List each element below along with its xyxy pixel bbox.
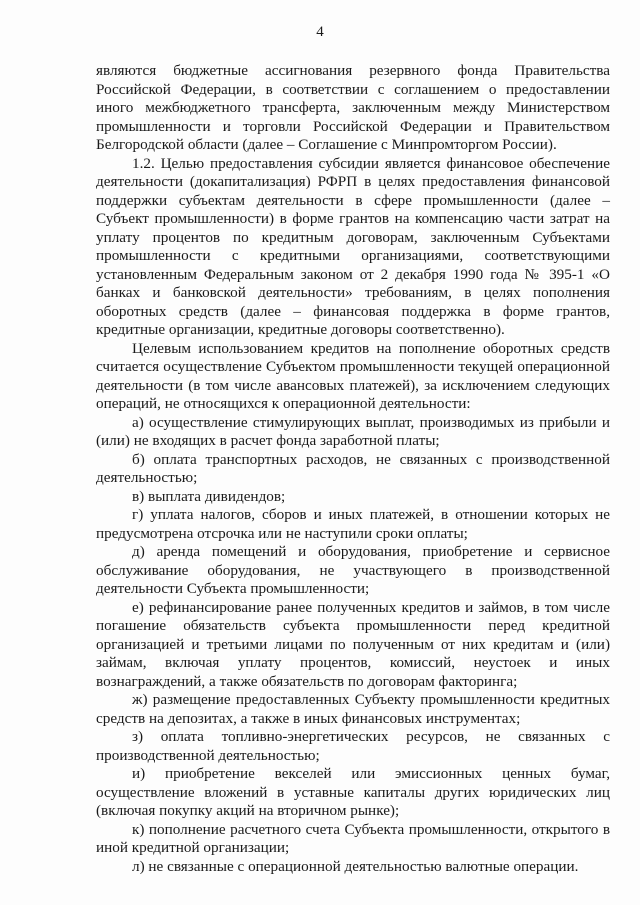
paragraph-target-use: Целевым использованием кредитов на пополнение оборотных средств считается осуществление Субъектом промышленности текущей операционной деятельности (в том числе авансовых платежей), за исключением следующих операций, не относящихся к операционной деятельности: bbox=[96, 339, 610, 412]
list-item-g: г) уплата налогов, сборов и иных платежей, в отношении которых не предусмотрена отсрочка или не наступили сроки оплаты; bbox=[96, 506, 610, 542]
document-body bbox=[96, 62, 610, 876]
list-item-i: и) приобретение векселей или эмиссионных ценных бумаг, осуществление вложений в уставные капиталы других юридических лиц (включая покупку акций на вторичном рынке); bbox=[96, 765, 610, 819]
page-number: 4 bbox=[316, 24, 324, 40]
list-item-l: л) не связанные с операционной деятельностью валютные операции. bbox=[132, 857, 579, 875]
list-item-zh: ж) размещение предоставленных Субъекту промышленности кредитных средств на депозитах, а также в иных финансовых инструментах; bbox=[96, 691, 610, 727]
list-item-a: а) осуществление стимулирующих выплат, производимых из прибыли и (или) не входящих в расчет фонда заработной платы; bbox=[96, 413, 610, 449]
list-item-v: в) выплата дивидендов; bbox=[132, 487, 286, 505]
list-item-b: б) оплата транспортных расходов, не связанных с производственной деятельностью; bbox=[96, 450, 610, 486]
paragraph-1-2-purpose: 1.2. Целью предоставления субсидии является финансовое обеспечение деятельности (докапитализация) РФРП в целях предоставления финансовой поддержки субъектам деятельности в сфере промышленности (далее – Субъект промышленности) в форме грантов на компенсацию части затрат на уплату процентов по кредитным договорам, заключенным Субъектами промышленности с кредитными организациями, соответствующими установленным Федеральным законом от 2 декабря 1990 года № 395-1 «О банках и банковской деятельности» требованиям, в целях пополнения оборотных средств (далее – финансовая поддержка в форме грантов, кредитные организации, кредитные договоры соответственно). bbox=[96, 154, 610, 338]
paragraph-intro-continuation: являются бюджетные ассигнования резервного фонда Правительства Российской Федерации, в соответствии с соглашением о предоставлении иного межбюджетного трансферта, заключенным между Министерством промышленности и торговли Российской Федерации и Правительством Белгородской области (далее – Соглашение с Минпромторгом России). bbox=[96, 62, 610, 153]
list-item-k: к) пополнение расчетного счета Субъекта промышленности, открытого в иной кредитной организации; bbox=[96, 820, 610, 856]
list-item-e: е) рефинансирование ранее полученных кредитов и займов, в том числе погашение обязательств субъекта промышленности перед кредитной организацией и третьими лицами по полученным от них кредитам и (или) займам, включая уплату процентов, комиссий, неустоек и иных вознаграждений, а также обязательств по договорам факторинга; bbox=[96, 598, 610, 690]
list-item-d: д) аренда помещений и оборудования, приобретение и сервисное обслуживание оборудования, не участвующего в производственной деятельности Субъекта промышленности; bbox=[96, 543, 610, 597]
list-item-z: з) оплата топливно-энергетических ресурсов, не связанных с производственной деятельностью; bbox=[96, 728, 610, 764]
